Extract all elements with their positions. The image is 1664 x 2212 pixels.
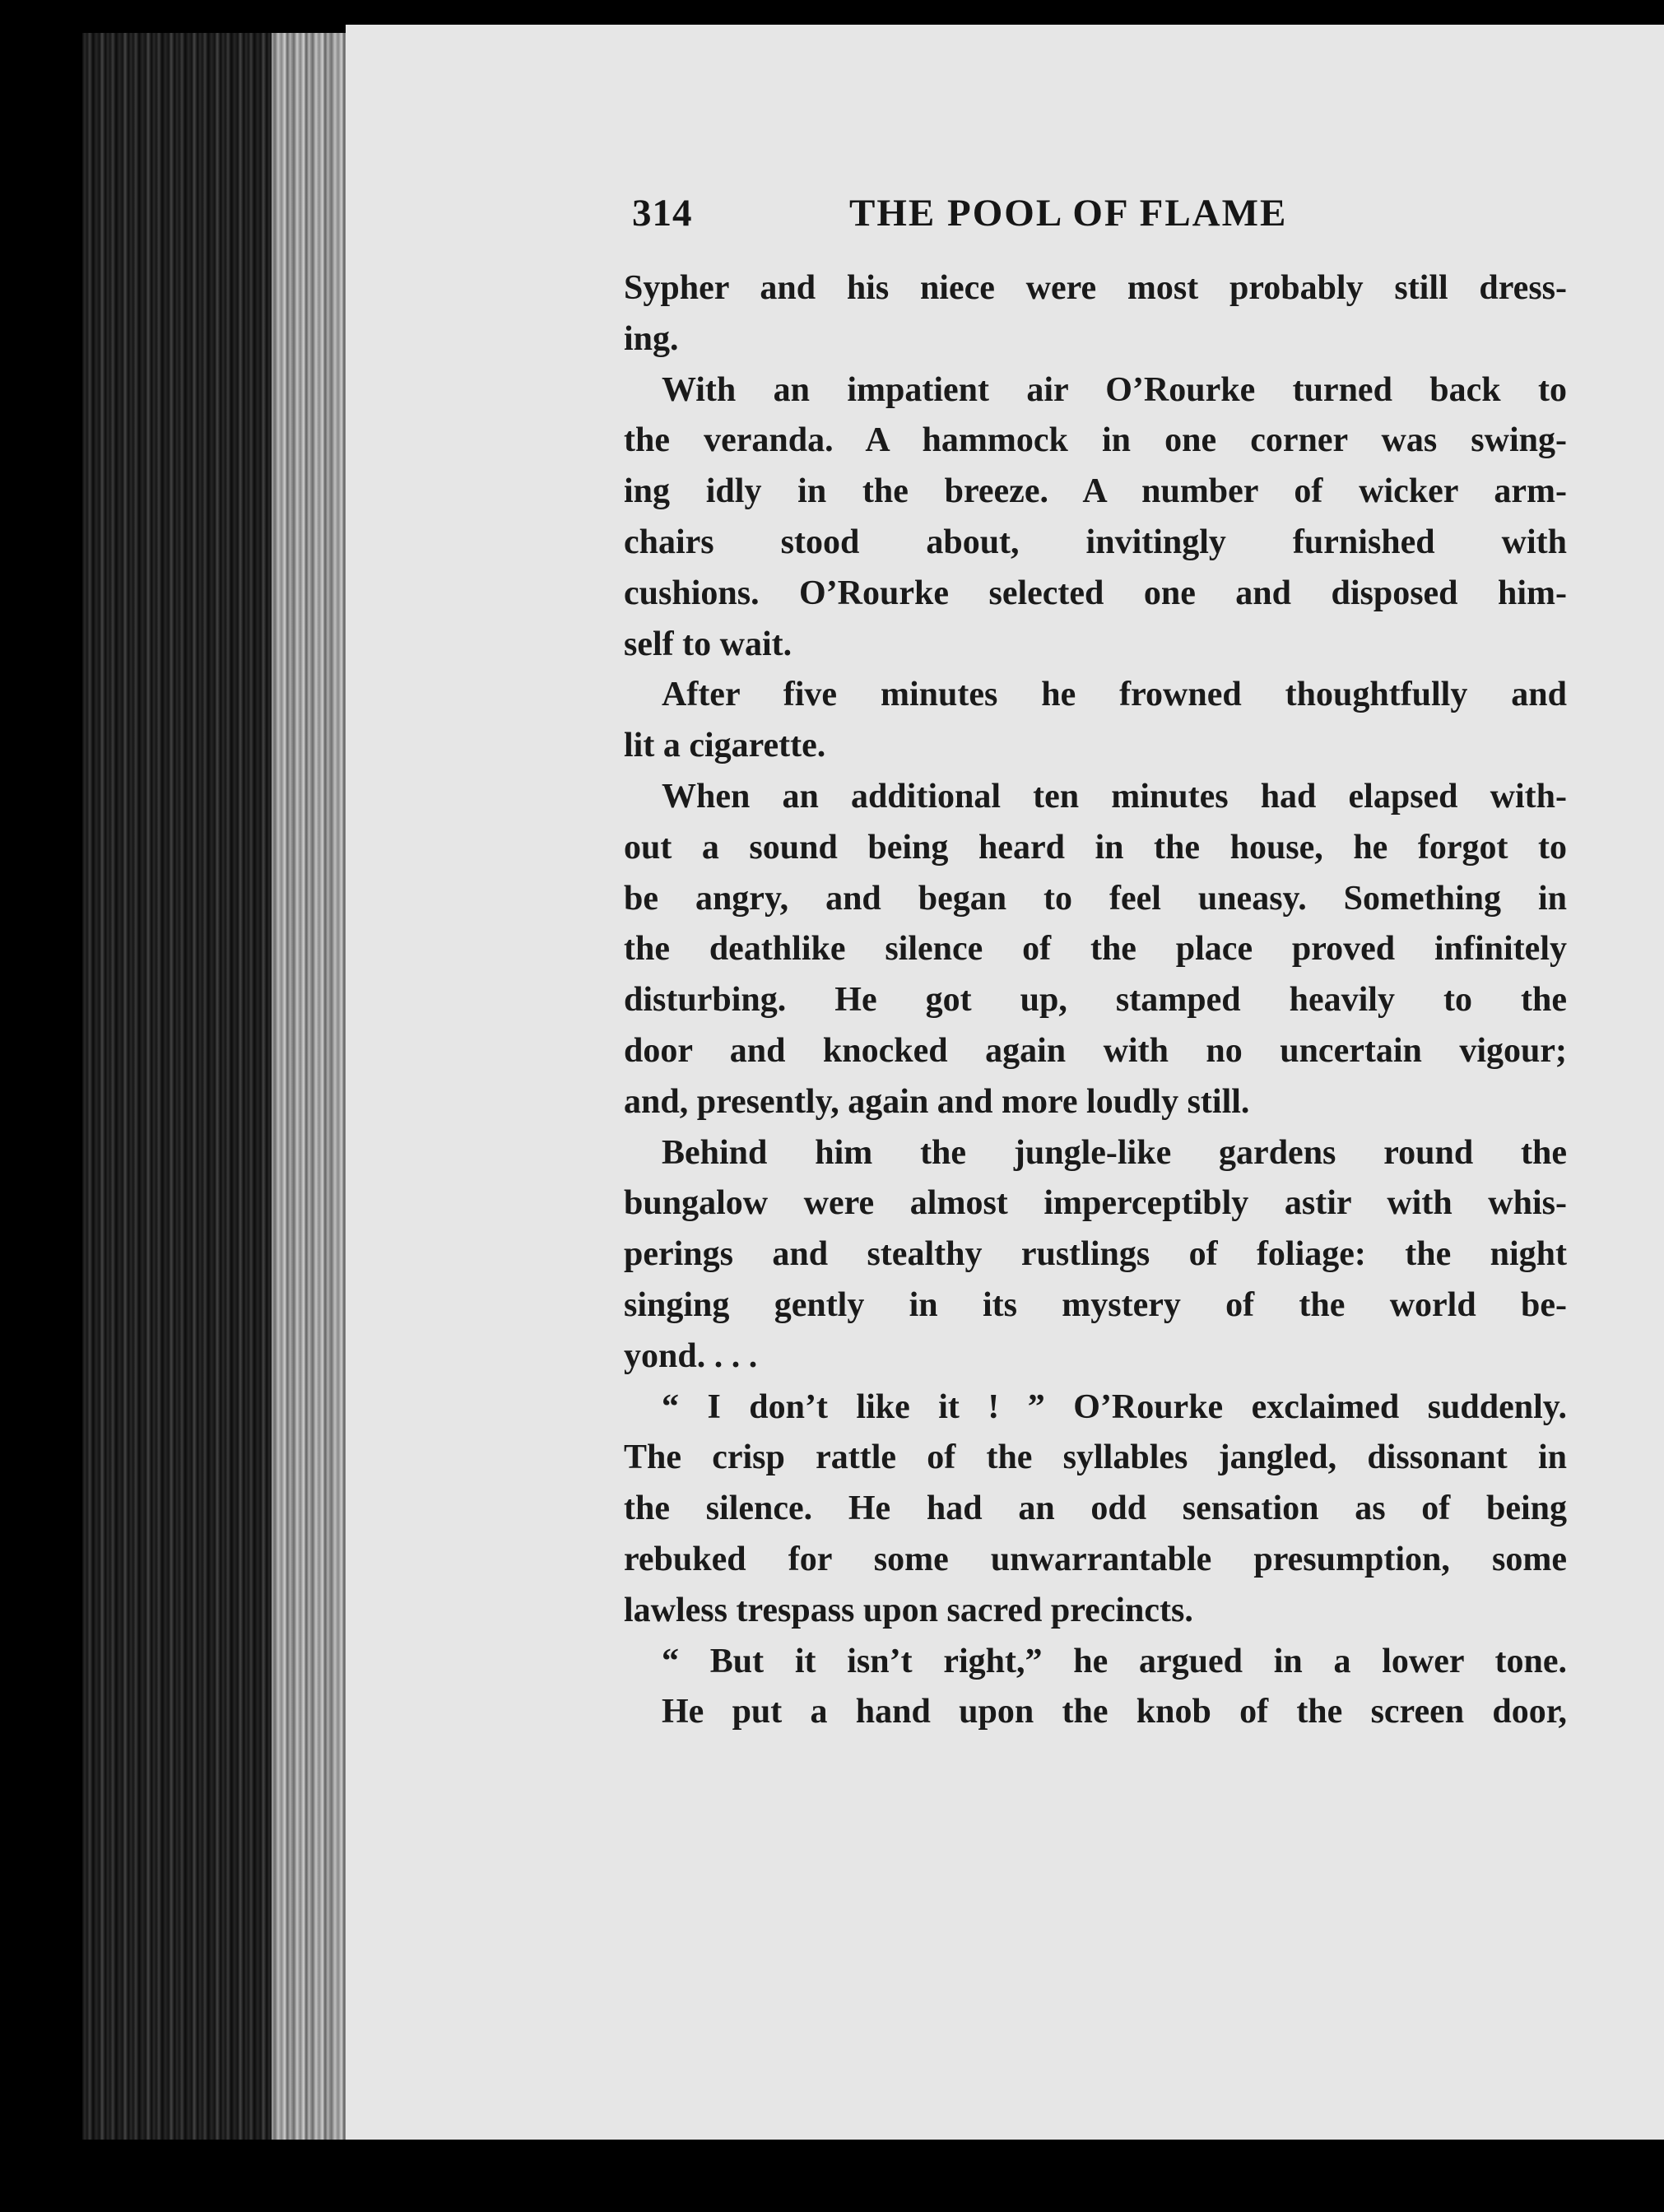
text-line: self to wait.: [624, 625, 792, 663]
text-line: ing.: [624, 319, 679, 358]
text-line: yond. . . .: [624, 1336, 758, 1375]
text-line: ing idly in the breeze. A number of wicker arm-: [624, 472, 1567, 511]
text-line: disturbing. He got up, stamped heavily to the: [624, 981, 1567, 1020]
text-line: cushions. O’Rourke selected one and disposed him-: [624, 574, 1567, 612]
text-line: rebuked for some unwarrantable presumption, some: [624, 1540, 1567, 1578]
text-line: chairs stood about, invitingly furnished with: [624, 523, 1567, 561]
page-number: 314: [632, 192, 693, 235]
text-line: the deathlike silence of the place proved infinitely: [624, 930, 1567, 969]
text-line: and, presently, again and more loudly still.: [624, 1082, 1250, 1121]
text-line: With an impatient air O’Rourke turned back to: [662, 370, 1567, 409]
text-line: out a sound being heard in the house, he forgot to: [624, 828, 1567, 867]
text-line: Behind him the jungle-like gardens round the: [662, 1133, 1567, 1172]
text-line: perings and stealthy rustlings of foliage: the night: [624, 1235, 1567, 1274]
text-line: singing gently in its mystery of the world be-: [624, 1285, 1567, 1324]
text-line: lit a cigarette.: [624, 727, 826, 765]
text-line: the silence. He had an odd sensation as of being: [624, 1489, 1567, 1528]
text-line: bungalow were almost imperceptibly astir with whis-: [624, 1184, 1567, 1223]
text-line: The crisp rattle of the syllables jangled, dissonant in: [624, 1438, 1567, 1477]
text-line: be angry, and began to feel uneasy. Something in: [624, 879, 1567, 918]
text-line: “ I don’t like it ! ” O’Rourke exclaimed suddenly.: [662, 1387, 1567, 1426]
text-line: When an additional ten minutes had elapsed with-: [662, 777, 1567, 816]
text-line: “ But it isn’t right,” he argued in a lower tone.: [662, 1642, 1567, 1680]
text-line: door and knocked again with no uncertain vigour;: [624, 1031, 1567, 1070]
bottom-shadow: [82, 2140, 1664, 2212]
body-text: [624, 263, 1567, 1738]
text-line: lawless trespass upon sacred precincts.: [624, 1591, 1193, 1629]
text-line: He put a hand upon the knob of the screen door,: [662, 1693, 1567, 1731]
text-line: Sypher and his niece were most probably still dress-: [624, 269, 1567, 307]
text-line: the veranda. A hammock in one corner was swing-: [624, 421, 1567, 460]
book-title: THE POOL OF FLAME: [849, 192, 1288, 235]
running-head: [632, 191, 1562, 257]
text-line: After five minutes he frowned thoughtfully and: [662, 676, 1567, 714]
